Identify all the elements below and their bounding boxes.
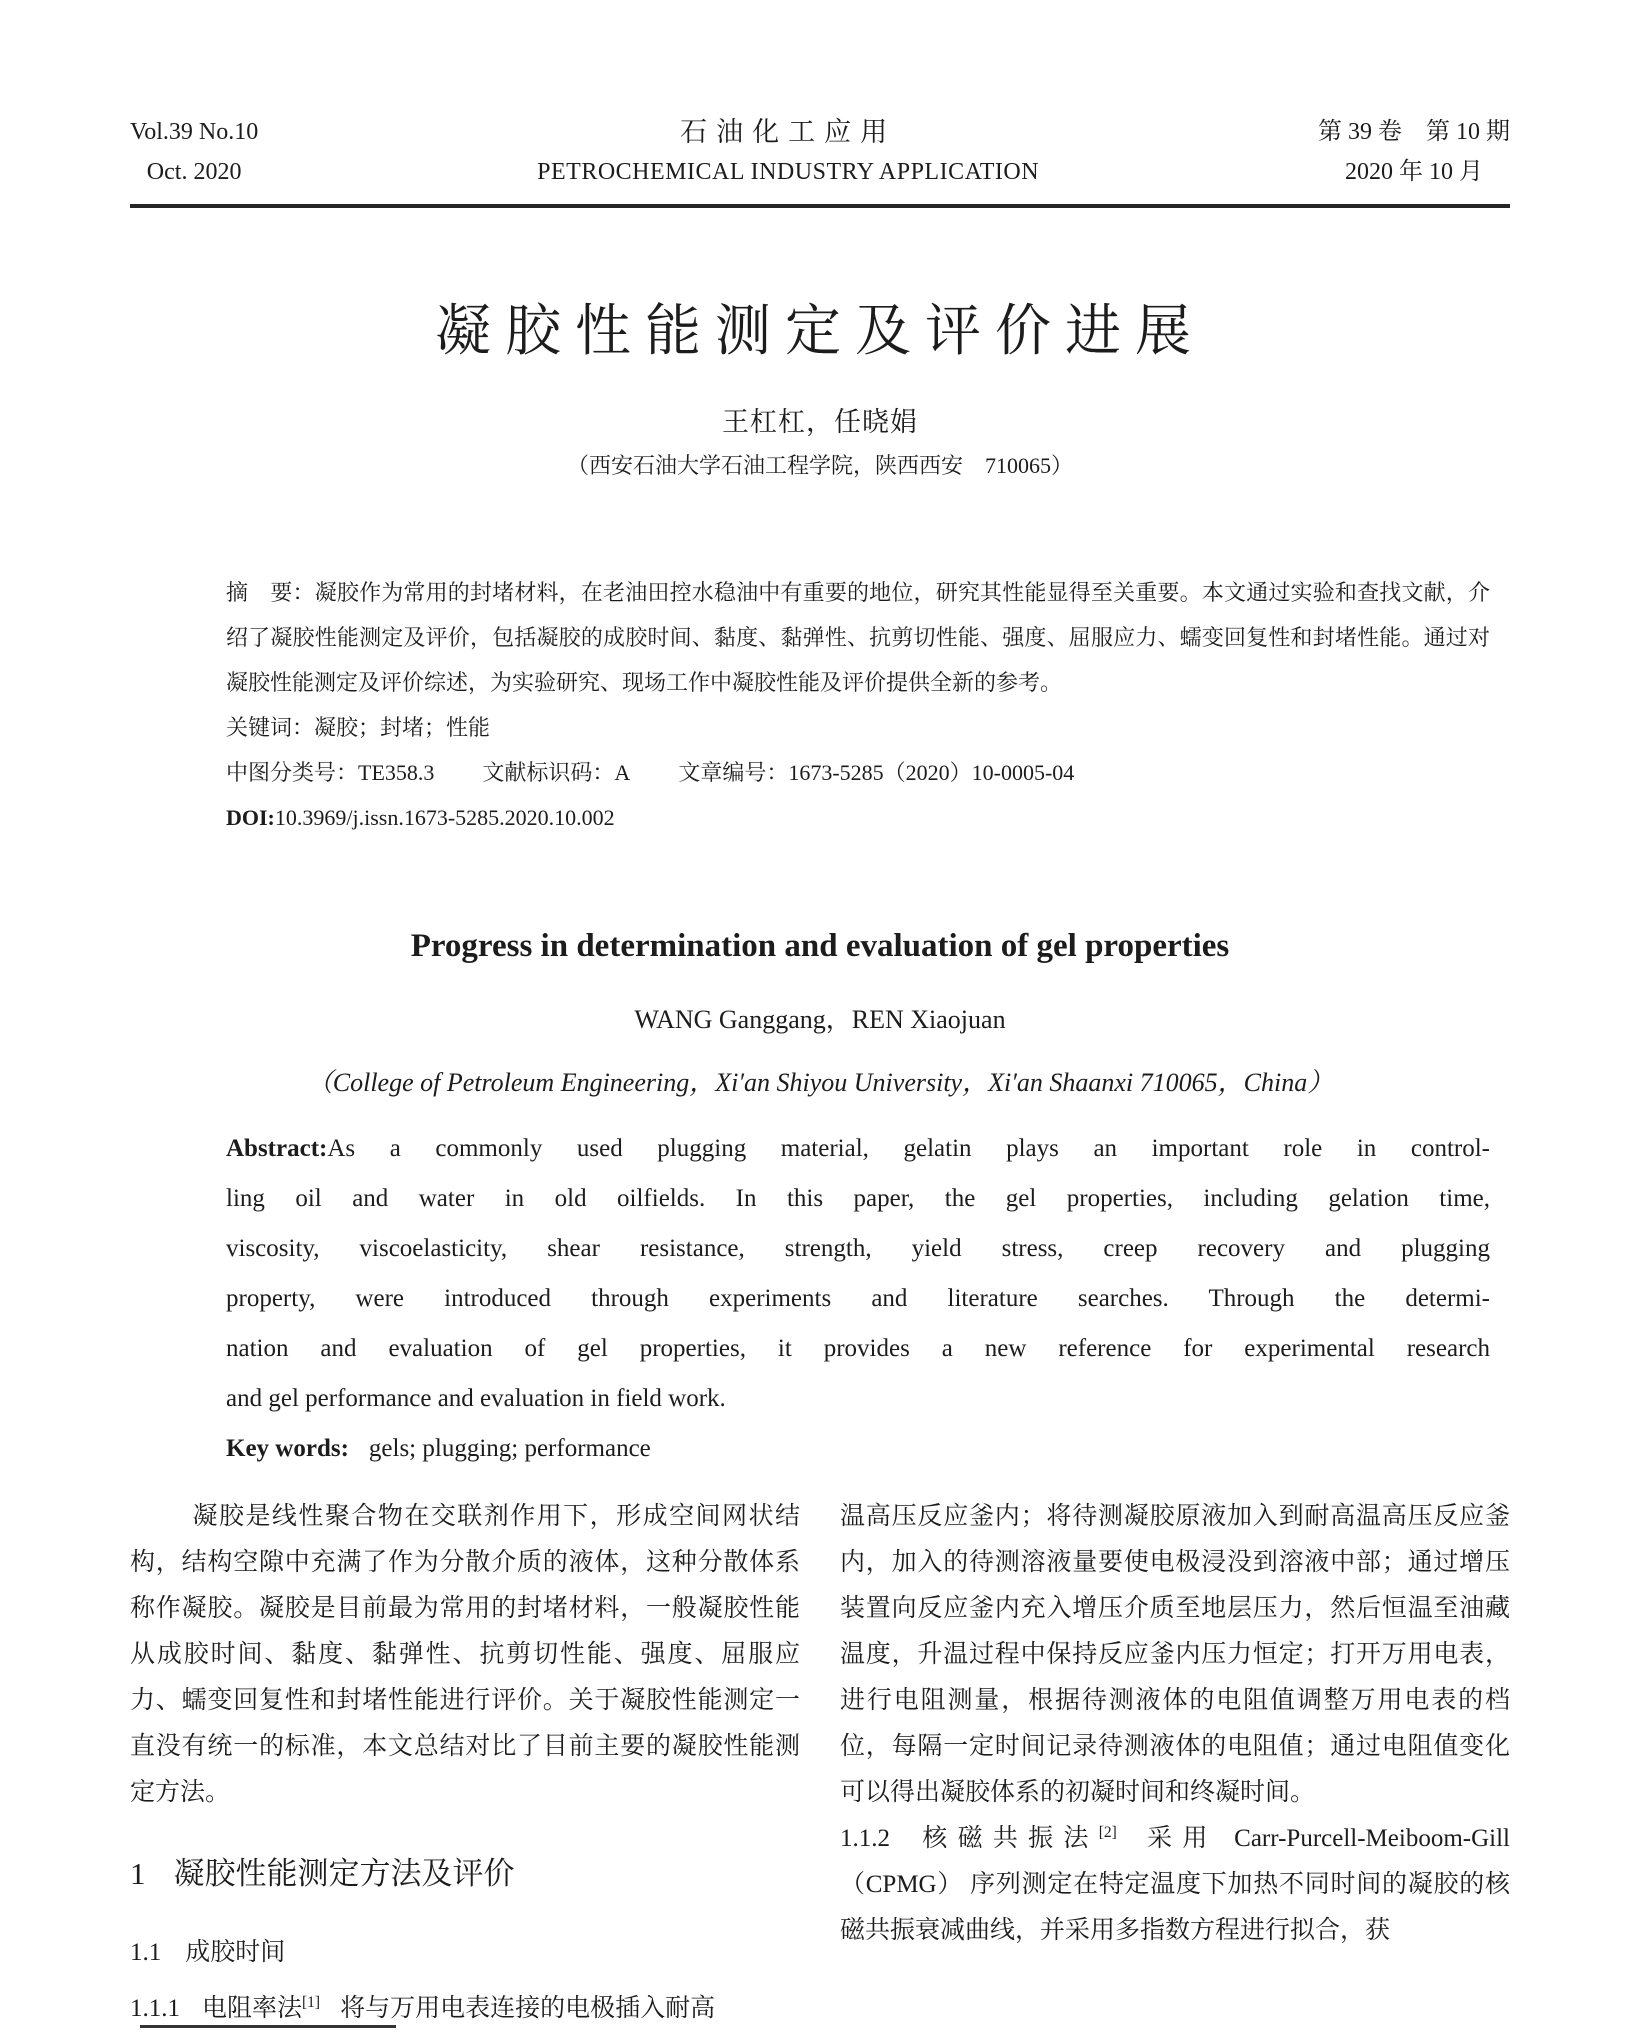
keywords-zh — [226, 705, 1490, 750]
section-1-1-title: 成胶时间 — [185, 1939, 286, 1966]
header-divider — [130, 204, 1510, 208]
abstract-en-line: viscosity, viscoelasticity, shear resistance, strength, yield stress, creep recovery and plugging — [226, 1235, 1490, 1262]
article-affiliation-en: （College of Petroleum Engineering，Xi′an Shiyou University，Xi′an Shaanxi 710065，China） — [306, 1068, 1334, 1097]
section-1-number: 1 — [130, 1856, 146, 1891]
method-continuation-paragraph: 温高压反应釜内；将待测凝胶原液加入到耐高温高压反应釜内，加入的待测溶液量要使电极浸没到溶液中部；通过增压装置向反应釜内充入增压介质至地层压力，然后恒温至油藏温度，升温过程中保持反应釜内压力恒定；打开万用电表，进行电阻测量，根据待测液体的电阻值调整万用电表的档位，每隔一定时间记录待测液体的电阻值；通过电阻值变化可以得出凝胶体系的初凝时间和终凝时间。 — [840, 1503, 1510, 1806]
header-center-block — [258, 112, 1318, 192]
journal-name-en: PETROCHEMICAL INDUSTRY APPLICATION — [537, 159, 1040, 185]
section-1-1-1-text: 将与万用电表连接的电极插入耐高 — [340, 1995, 716, 2022]
section-1-1-number: 1.1 — [130, 1939, 162, 1966]
article-no-value: 1673-5285（2020）10-0005-04 — [788, 760, 1075, 785]
section-1-title: 凝胶性能测定方法及评价 — [173, 1856, 515, 1891]
abstract-en-label: Abstract: — [226, 1135, 328, 1162]
abstract-en-line: and gel performance and evaluation in field work. — [226, 1385, 726, 1412]
clc-number — [226, 760, 434, 785]
header-date-zh: 2020 年 10 月 — [1345, 159, 1483, 185]
keywords-zh-text: 凝胶；封堵；性能 — [314, 715, 491, 740]
section-1-1-2-paragraph — [840, 1816, 1510, 1954]
article-no-label: 文章编号： — [678, 760, 789, 785]
header-date-en: Oct. 2020 — [146, 159, 242, 185]
abstract-en-line: nation and evaluation of gel properties, it provides a new reference for experimental research — [226, 1335, 1490, 1362]
body-right-column — [840, 1494, 1510, 2032]
doi-value: 10.3969/j.issn.1673-5285.2020.10.002 — [274, 805, 615, 830]
section-1-1-2-text: 采用 Carr-Purcell-Meiboom-Gill（CPMG） 序列测定在特定温度下加热不同时间的凝胶的核磁共振衰减曲线，并采用多指数方程进行拟合，获 — [840, 1825, 1510, 1944]
section-1-1-2-number: 1.1.2 — [840, 1825, 890, 1852]
article-title-zh: 凝胶性能测定及评价进展 — [435, 301, 1205, 363]
article-affiliation-zh: （西安石油大学石油工程学院，陕西西安 710065） — [566, 453, 1073, 478]
article-number — [678, 760, 1074, 785]
clc-label: 中图分类号： — [226, 760, 359, 785]
doc-code-label: 文献标识码： — [482, 760, 615, 785]
abstract-zh — [226, 570, 1490, 705]
reference-2-superscript: [2] — [1098, 1823, 1117, 1841]
abstract-zh-text: 凝胶作为常用的封堵材料，在老油田控水稳油中有重要的地位，研究其性能显得至关重要。本文通过实验和查找文献，介绍了凝胶性能测定及评价，包括凝胶的成胶时间、黏度、黏弹性、抗剪切性能、强度、屈服应力、蠕变回复性和封堵性能。通过对凝胶性能测定及评价综述，为实验研究、现场工作中凝胶性能及评价提供全新的参考。 — [226, 580, 1490, 695]
article-body — [130, 1494, 1510, 2032]
section-1-1-1-number: 1.1.1 — [130, 1995, 180, 2022]
section-1-1-2-title: 核磁共振法 — [912, 1825, 1099, 1852]
doi-label: DOI: — [226, 805, 275, 830]
keywords-en — [226, 1424, 1490, 1474]
doi-line — [226, 795, 1490, 840]
abstract-en-text: As a commonly used plugging material, gelatin plays an important role in control- — [327, 1135, 1490, 1162]
article-title-en: Progress in determination and evaluation of gel properties — [410, 928, 1230, 964]
abstract-en-line: property, were introduced through experiments and literature searches. Through the determi- — [226, 1285, 1490, 1312]
english-abstract-block — [130, 1124, 1510, 1474]
intro-paragraph: 凝胶是线性聚合物在交联剂作用下，形成空间网状结构，结构空隙中充满了作为分散介质的液体，这种分散体系称作凝胶。凝胶是目前最为常用的封堵材料，一般凝胶性能从成胶时间、黏度、黏弹性、抗剪切性能、强度、屈服应力、蠕变回复性和封堵性能进行评价。关于凝胶性能测定一直没有统一的标准，本文总结对比了目前主要的凝胶性能测定方法。 — [130, 1503, 800, 1806]
abstract-zh-label: 摘 要： — [226, 580, 315, 605]
journal-name-zh: 石油化工应用 — [680, 117, 897, 147]
abstract-en-line — [226, 1124, 1490, 1174]
abstract-en-line: ling oil and water in old oilfields. In this paper, the gel properties, including gelation time, — [226, 1185, 1490, 1212]
keywords-zh-label: 关键词： — [226, 715, 315, 740]
footnote-divider — [140, 2025, 396, 2028]
keywords-en-label: Key words: — [226, 1435, 349, 1462]
reference-1-superscript: [1] — [302, 1993, 321, 2011]
journal-header — [130, 112, 1510, 192]
section-1-1-1-title: 电阻率法 — [202, 1995, 303, 2022]
keywords-en-text: gels; plugging; performance — [368, 1435, 651, 1462]
document-code — [482, 760, 630, 785]
doc-code-value: A — [614, 760, 631, 785]
section-1-heading — [130, 1854, 800, 1894]
article-authors-en: WANG Ganggang，REN Xiaojuan — [634, 1005, 1006, 1034]
header-right-block — [1318, 112, 1510, 192]
section-1-1-heading — [130, 1938, 800, 1968]
header-left-block — [130, 112, 258, 192]
article-authors-zh: 王杠杠，任晓娟 — [722, 407, 918, 437]
header-volume-en: Vol.39 No.10 — [130, 119, 259, 145]
clc-value: TE358.3 — [358, 760, 435, 785]
body-left-column — [130, 1494, 800, 2032]
chinese-meta-block — [130, 570, 1510, 840]
header-volume-zh: 第 39 卷 第 10 期 — [1318, 119, 1510, 145]
classification-line — [226, 750, 1490, 795]
